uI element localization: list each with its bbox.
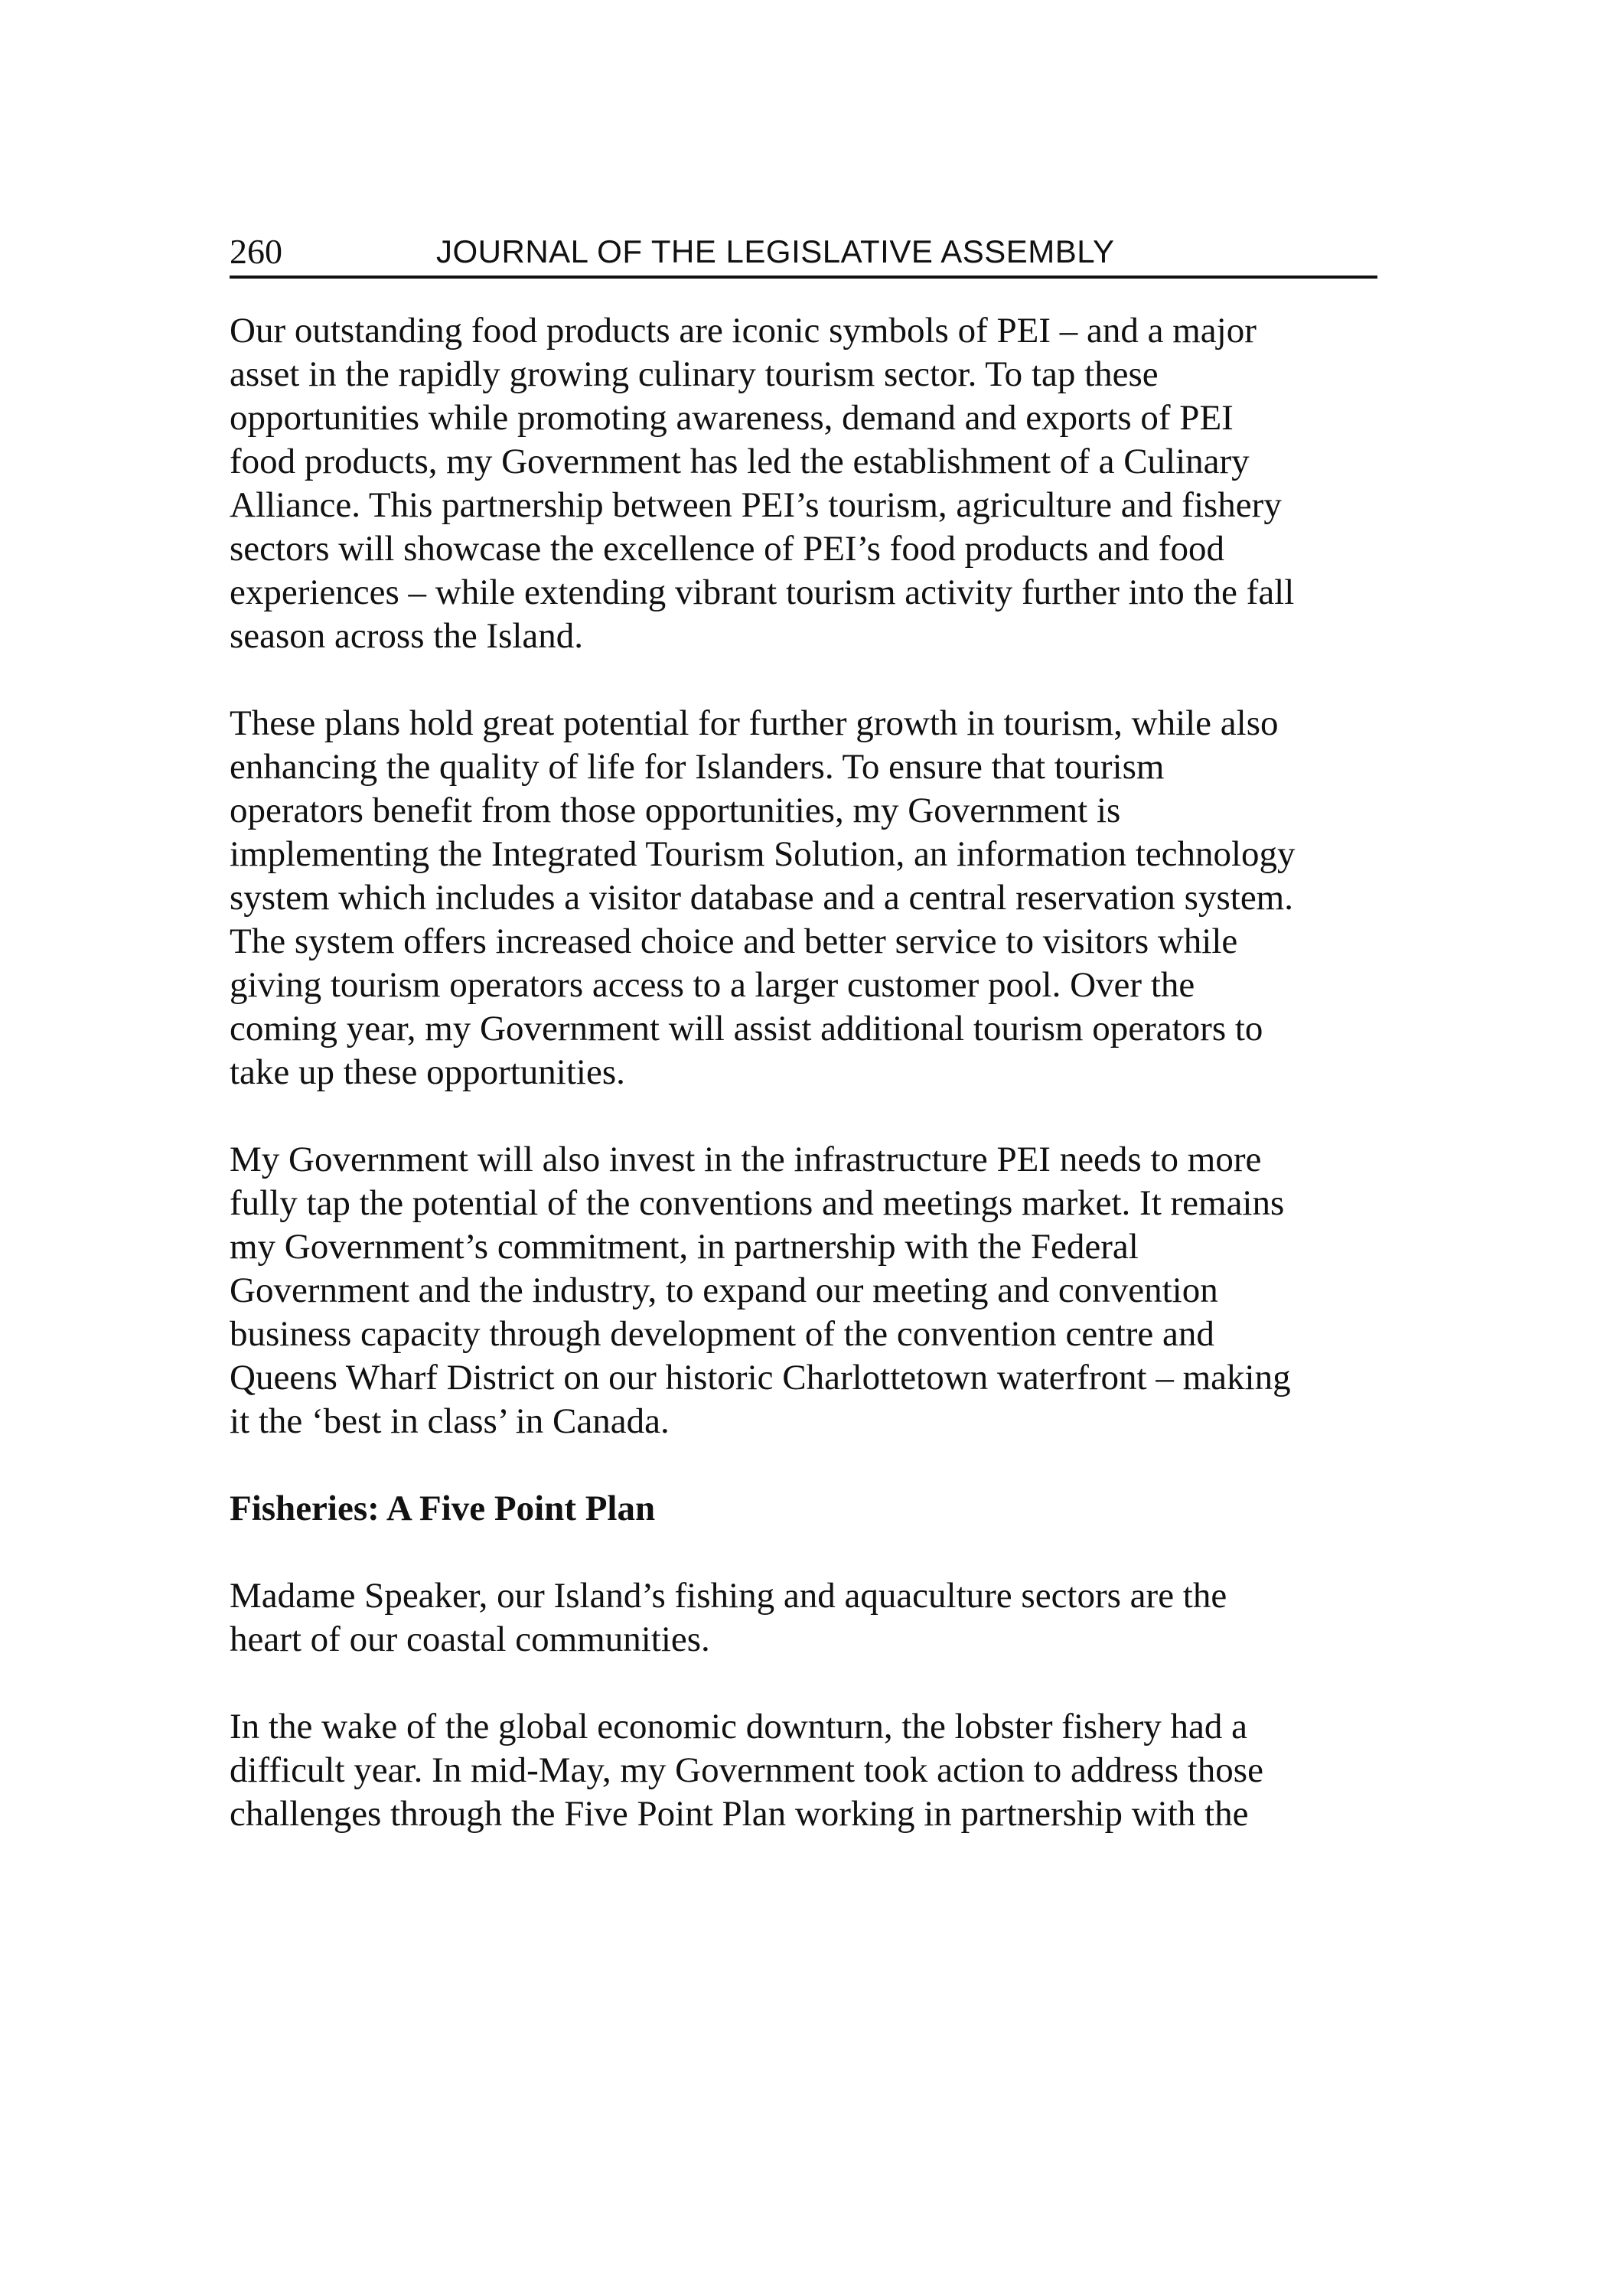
text-line: food products, my Government has led the establishment of a Culinary — [230, 442, 1250, 481]
journal-title: JOURNAL OF THE LEGISLATIVE ASSEMBLY — [436, 233, 1115, 269]
page-body — [230, 279, 1377, 1836]
text-line: take up these opportunities. — [230, 1052, 625, 1092]
text-line: fully tap the potential of the conventions and meetings market. It remains — [230, 1183, 1285, 1223]
text-line: My Government will also invest in the infrastructure PEI needs to more — [230, 1140, 1262, 1179]
text-line: These plans hold great potential for further growth in tourism, while also — [230, 703, 1279, 743]
text-line: coming year, my Government will assist additional tourism operators to — [230, 1009, 1263, 1049]
text-line: opportunities while promoting awareness, demand and exports of PEI — [230, 398, 1234, 438]
running-header — [230, 227, 1377, 279]
text-line: enhancing the quality of life for Islanders. To ensure that tourism — [230, 747, 1165, 787]
text-line: In the wake of the global economic downturn, the lobster fishery had a — [230, 1707, 1247, 1746]
text-line: heart of our coastal communities. — [230, 1619, 710, 1659]
text-line: Queens Wharf District on our historic Charlottetown waterfront – making — [230, 1358, 1291, 1397]
text-line: it the ‘best in class’ in Canada. — [230, 1401, 670, 1441]
text-line: asset in the rapidly growing culinary tourism sector. To tap these — [230, 354, 1159, 394]
text-line: season across the Island. — [230, 616, 584, 656]
text-line: Government and the industry, to expand our meeting and convention — [230, 1270, 1218, 1310]
section-heading-fisheries: Fisheries: A Five Point Plan — [230, 1489, 656, 1528]
text-line: Madame Speaker, our Island’s fishing and aquaculture sectors are the — [230, 1576, 1227, 1616]
paragraph-convention-centre — [230, 1138, 1377, 1443]
paragraph-integrated-tourism — [230, 702, 1377, 1094]
journal-page — [230, 227, 1377, 1880]
text-line: difficult year. In mid-May, my Government took action to address those — [230, 1750, 1263, 1790]
paragraph-culinary-alliance — [230, 309, 1377, 658]
text-line: Our outstanding food products are iconic symbols of PEI – and a major — [230, 311, 1257, 351]
text-line: my Government’s commitment, in partnership with the Federal — [230, 1227, 1139, 1267]
text-line: sectors will showcase the excellence of PEI’s food products and food — [230, 529, 1224, 569]
text-line: challenges through the Five Point Plan working in partnership with the — [230, 1794, 1249, 1834]
text-line: giving tourism operators access to a larger customer pool. Over the — [230, 965, 1195, 1005]
text-line: The system offers increased choice and better service to visitors while — [230, 921, 1238, 961]
paragraph-fishing-sectors — [230, 1574, 1377, 1662]
page-number: 260 — [230, 232, 282, 271]
text-line: operators benefit from those opportunities, my Government is — [230, 791, 1121, 830]
text-line: system which includes a visitor database and a central reservation system. — [230, 878, 1293, 918]
paragraph-lobster-fishery — [230, 1705, 1377, 1836]
text-line: experiences – while extending vibrant tourism activity further into the fall — [230, 572, 1295, 612]
text-line: implementing the Integrated Tourism Solution, an information technology — [230, 834, 1296, 874]
text-line: Alliance. This partnership between PEI’s tourism, agriculture and fishery — [230, 485, 1282, 525]
text-line: business capacity through development of the convention centre and — [230, 1314, 1214, 1354]
